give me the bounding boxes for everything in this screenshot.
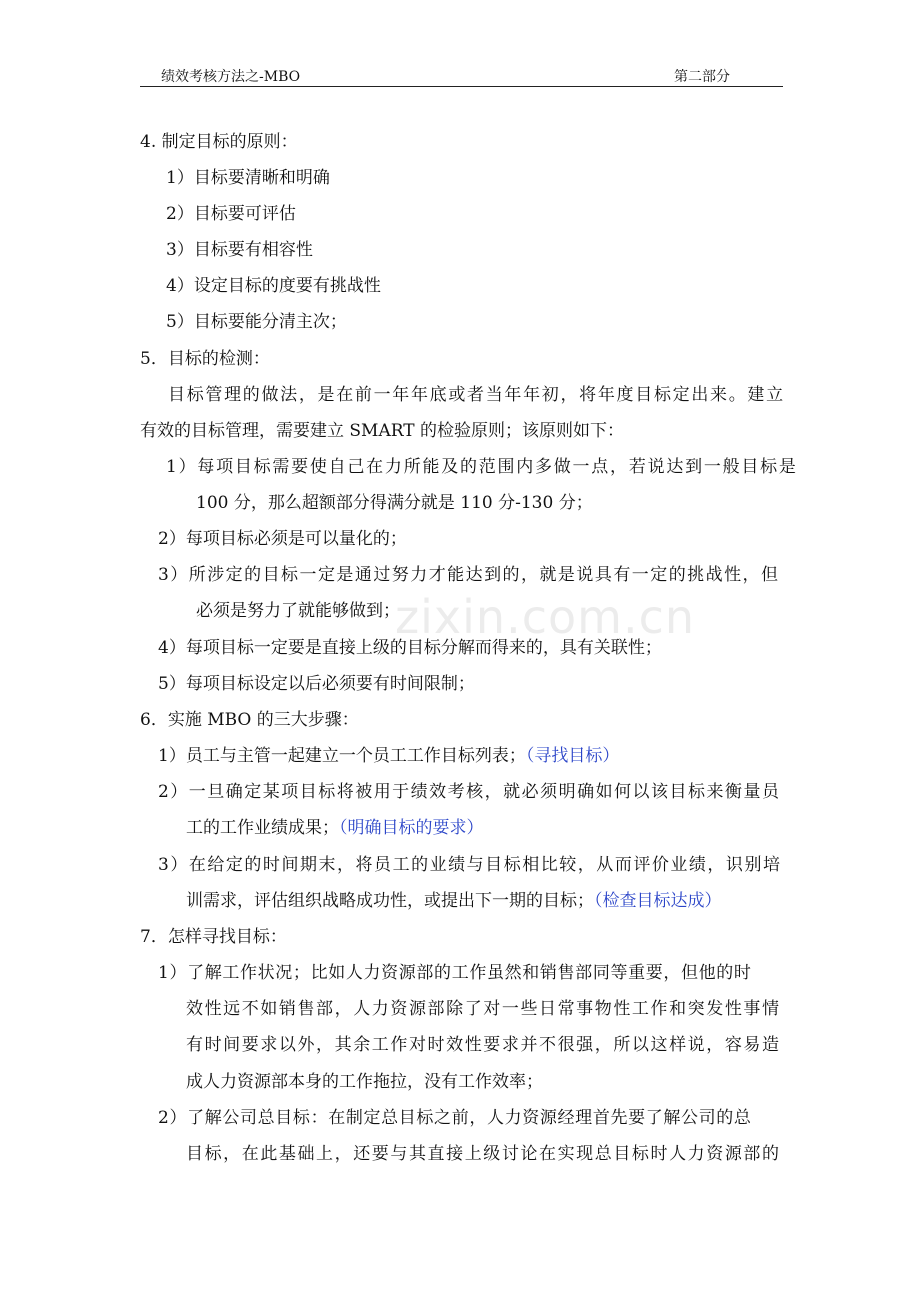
line-text: 有时间要求以外，其余工作对时效性要求并不很强，所以这样说，容易造: [186, 1035, 781, 1055]
text-line: [140, 708, 359, 732]
line-text: 3）所涉定的目标一定是通过努力才能达到的，就是说具有一定的挑战性，但: [158, 565, 780, 585]
line-text: 6．实施 MBO 的三大步骤：: [140, 710, 359, 730]
line-text: 1）每项目标需要使自己在力所能及的范围内多做一点，若说达到一般目标是: [166, 457, 798, 477]
line-text: 1）目标要清晰和明确: [166, 168, 330, 188]
text-line: [140, 925, 287, 949]
text-line: [166, 274, 381, 298]
line-text: 3）目标要有相容性: [166, 240, 313, 260]
line-text: 效性远不如销售部，人力资源部除了对一些日常事物性工作和突发性事情: [186, 999, 781, 1019]
line-text: 5．目标的检测：: [140, 349, 270, 369]
text-line: [140, 347, 270, 371]
line-text: 4）每项目标一定要是直接上级的目标分解而得来的，具有关联性；: [158, 638, 662, 658]
line-text: 3）在给定的时间期末，将员工的业绩与目标相比较，从而评价业绩，识别培: [158, 855, 782, 875]
line-text: 4. 制定目标的原则：: [140, 132, 298, 152]
text-line: [166, 310, 347, 334]
line-note: （明确目标的要求）: [339, 818, 484, 838]
text-line: [158, 961, 752, 985]
text-line: [166, 455, 798, 479]
line-text: 5）目标要能分清主次；: [166, 312, 347, 332]
line-text: 1）员工与主管一起建立一个员工工作目标列表；: [158, 746, 526, 766]
page-header: [140, 62, 783, 87]
line-text: 2）一旦确定某项目标将被用于绩效考核，就必须明确如何以该目标来衡量员: [158, 782, 781, 802]
line-text: 5）每项目标设定以后必须要有时间限制；: [158, 674, 475, 694]
text-line: [186, 1142, 781, 1166]
line-note: （检查目标达成）: [594, 891, 722, 911]
text-line: [196, 599, 400, 623]
text-line: [186, 997, 781, 1021]
line-text: 目标，在此基础上，还要与其直接上级讨论在实现总目标时人力资源部的: [186, 1144, 781, 1164]
line-text: 目标管理的做法，是在前一年年底或者当年年初，将年度目标定出来。建立: [168, 385, 785, 405]
text-line: [186, 816, 484, 840]
text-line: [140, 130, 298, 154]
text-line: [166, 202, 296, 226]
text-line: [158, 780, 780, 804]
text-line: [166, 238, 313, 262]
header-title: 绩效考核方法之-MBO: [161, 69, 301, 85]
text-line: [158, 1106, 752, 1130]
text-line: [196, 491, 593, 515]
header-section: 第二部分: [674, 69, 730, 85]
text-line: [158, 744, 619, 768]
line-text: 必须是努力了就能够做到；: [196, 601, 400, 621]
line-text: 4）设定目标的度要有挑战性: [166, 276, 381, 296]
text-line: [158, 563, 779, 587]
line-text: 1）了解工作状况；比如人力资源部的工作虽然和销售部同等重要，但他的时: [158, 963, 752, 983]
line-text: 成人力资源部本身的工作拖拉，没有工作效率；: [186, 1072, 543, 1092]
text-line: [140, 419, 624, 443]
line-text: 7．怎样寻找目标：: [140, 927, 287, 947]
text-line: [166, 166, 330, 190]
line-text: 2）目标要可评估: [166, 204, 296, 224]
line-text: 2）了解公司总目标：在制定总目标之前，人力资源经理首先要了解公司的总: [158, 1108, 752, 1128]
line-text: 工的工作业绩成果；: [186, 818, 339, 838]
text-line: [186, 1033, 781, 1057]
line-text: 100 分，那么超额部分得满分就是 110 分-130 分；: [196, 493, 593, 513]
text-line: [158, 527, 407, 551]
line-note: （寻找目标）: [525, 746, 620, 766]
watermark: zixin.com.cn: [395, 590, 696, 644]
line-text: 有效的目标管理，需要建立 SMART 的检验原则；该原则如下：: [140, 421, 624, 441]
line-text: 2）每项目标必须是可以量化的；: [158, 529, 407, 549]
text-line: [186, 889, 722, 913]
text-line: [158, 672, 475, 696]
text-line: [186, 1070, 543, 1094]
text-line: [158, 636, 662, 660]
line-text: 训需求，评估组织战略成功性，或提出下一期的目标；: [186, 891, 594, 911]
text-line: [158, 853, 782, 877]
text-line: [168, 383, 785, 407]
